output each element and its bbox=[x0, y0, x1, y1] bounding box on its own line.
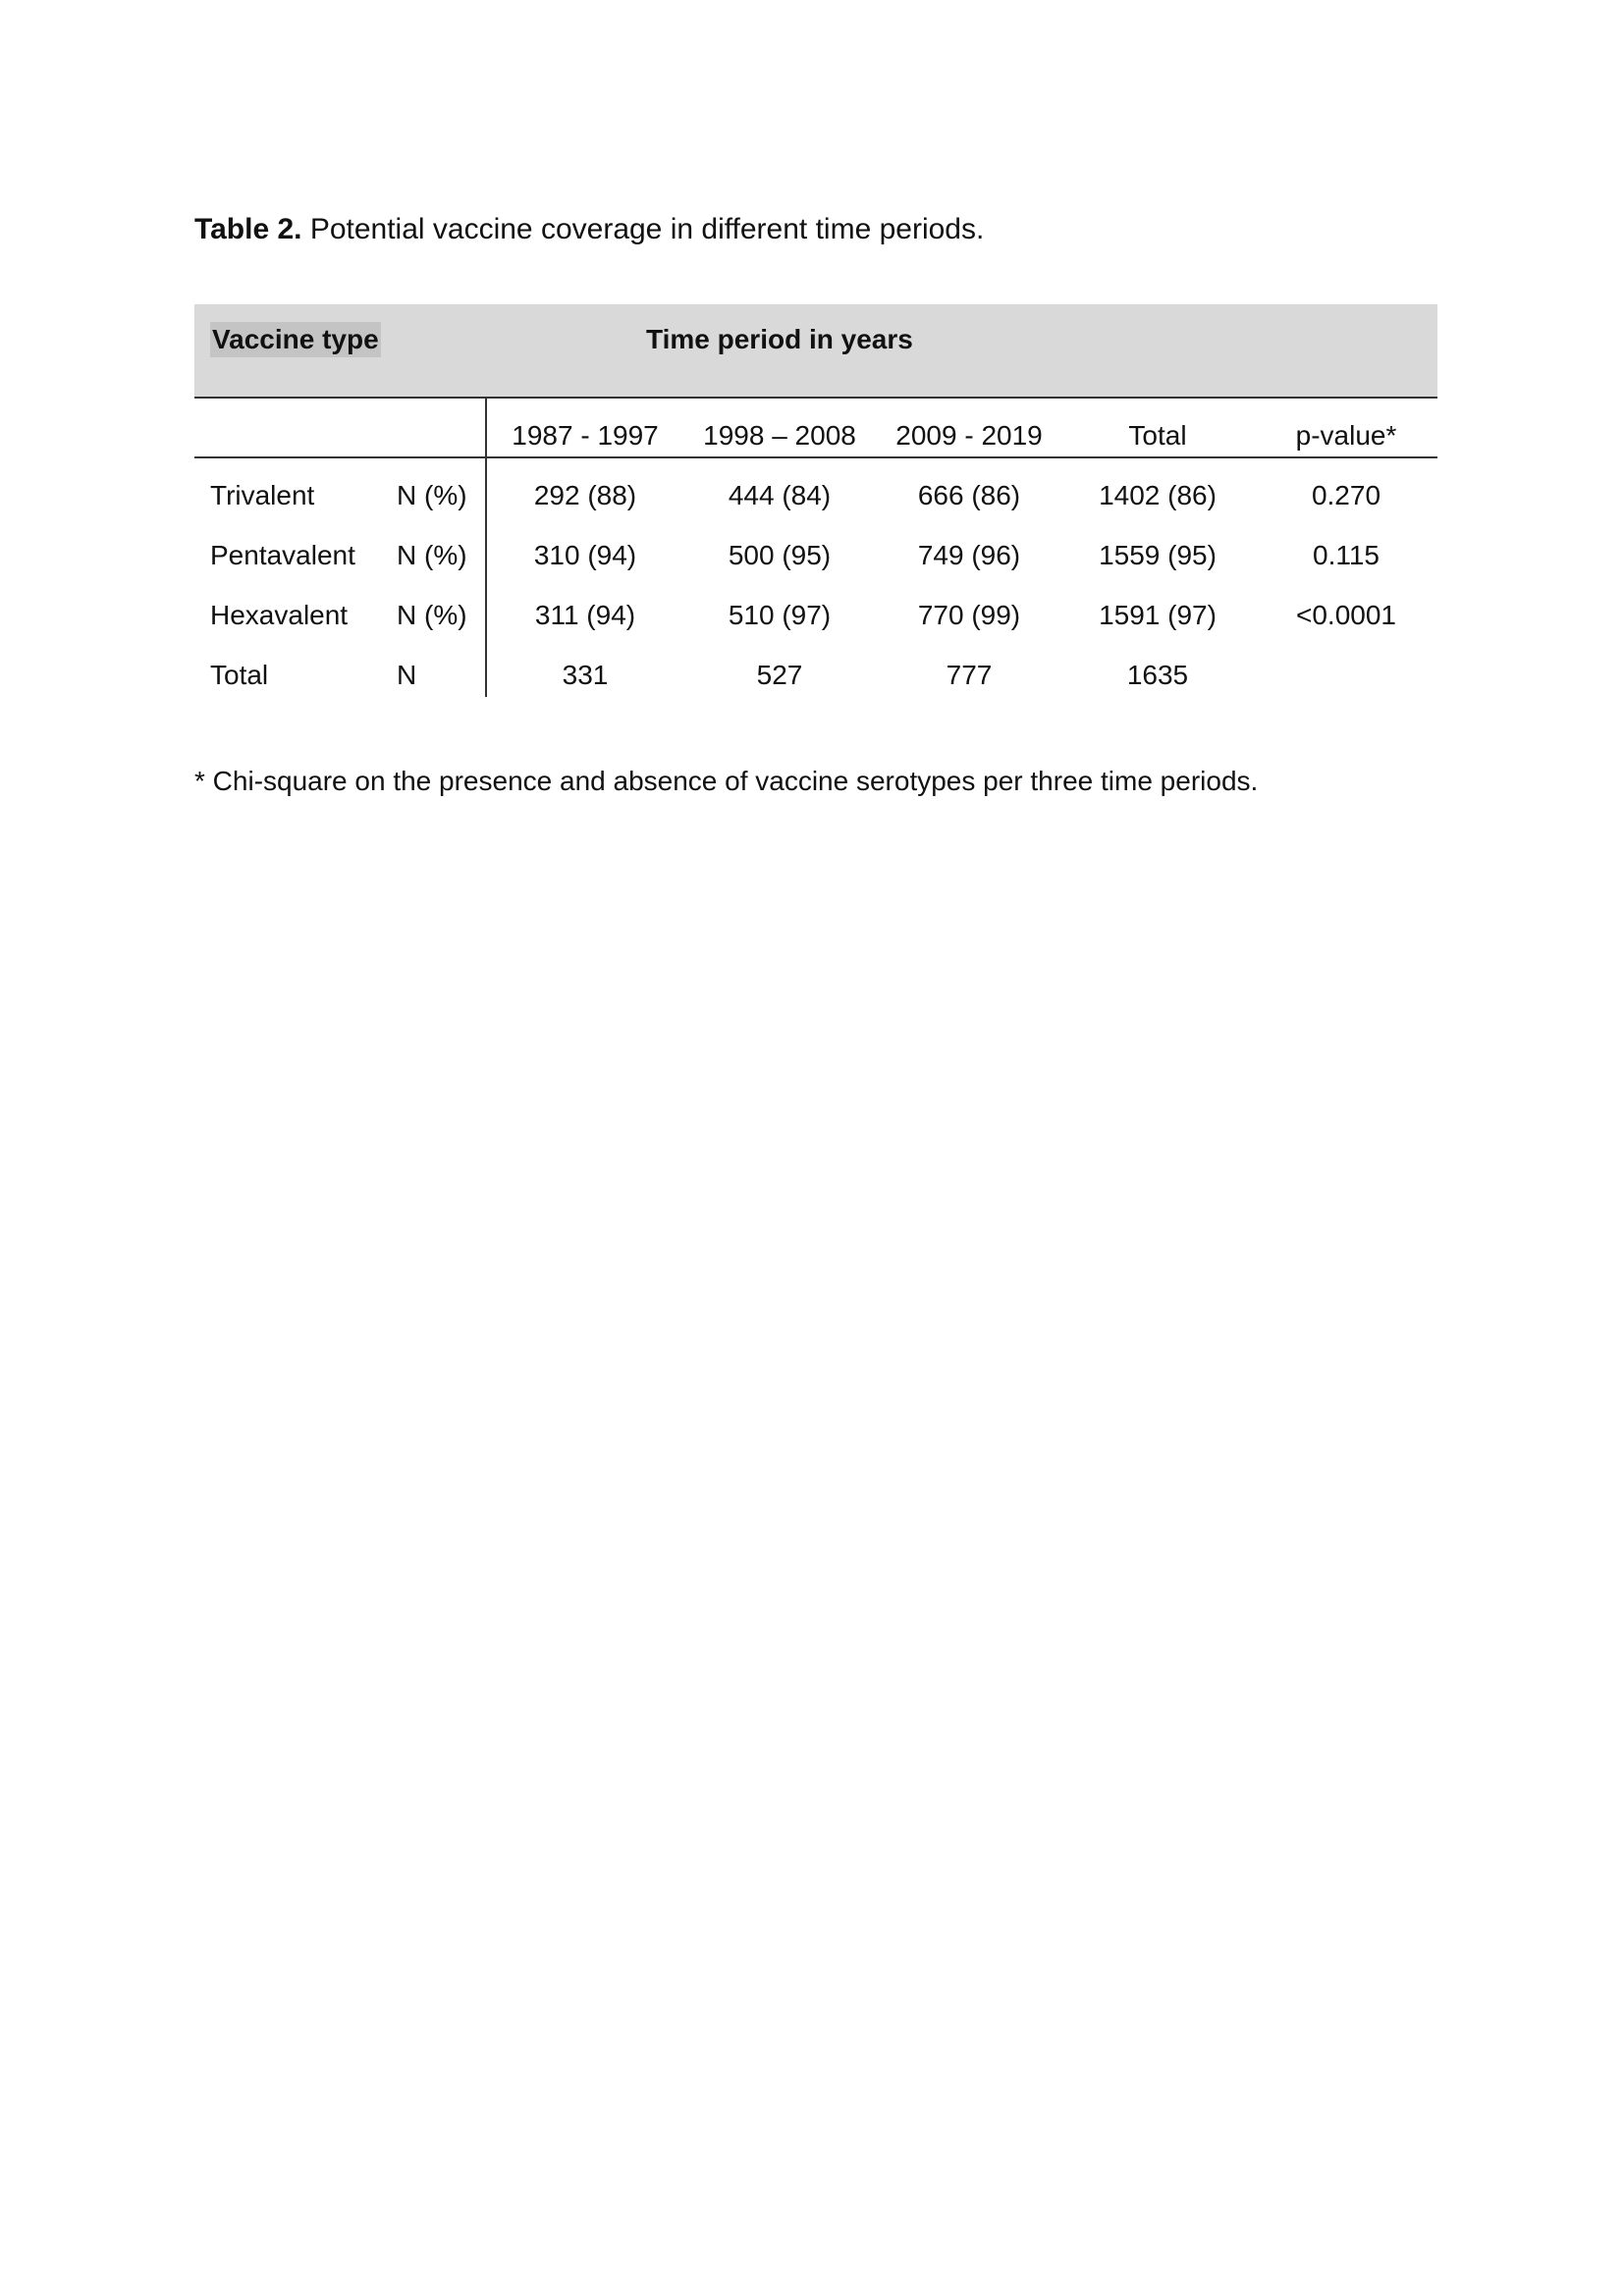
table-vertical-divider bbox=[485, 397, 487, 697]
table-cell: 749 (96) bbox=[917, 540, 1021, 570]
header-vaccine-type: Vaccine type bbox=[210, 322, 381, 357]
table-cell: <0.0001 bbox=[1296, 600, 1396, 630]
column-header-1987-1997: 1987 - 1997 bbox=[512, 420, 659, 451]
column-header-p-value: p-value* bbox=[1295, 420, 1397, 451]
table-cell: 0.115 bbox=[1313, 540, 1380, 570]
column-header-1998-2008: 1998 – 2008 bbox=[703, 420, 856, 451]
table-cell: 666 (86) bbox=[917, 480, 1021, 510]
table-cell: 331 bbox=[562, 660, 609, 690]
row-total-name: Total bbox=[210, 660, 269, 690]
table-cell: 311 (94) bbox=[534, 600, 636, 630]
header-time-period: Time period in years bbox=[646, 324, 913, 354]
row-total-unit: N bbox=[397, 660, 417, 690]
table-cell: 527 bbox=[756, 660, 803, 690]
table-cell: 770 (99) bbox=[917, 600, 1021, 630]
column-header-2009-2019: 2009 - 2019 bbox=[895, 420, 1043, 451]
column-header-total: Total bbox=[1128, 420, 1187, 451]
table-cell: 1559 (95) bbox=[1099, 540, 1217, 570]
table-cell: 500 (95) bbox=[728, 540, 832, 570]
table-cell: 777 bbox=[946, 660, 993, 690]
table-cell: 1635 bbox=[1126, 660, 1189, 690]
table-cell: 310 (94) bbox=[533, 540, 637, 570]
table-subheader-divider bbox=[194, 456, 1437, 458]
row-hexavalent-name: Hexavalent bbox=[210, 600, 349, 630]
row-pentavalent-name: Pentavalent bbox=[210, 540, 355, 570]
table-cell: 292 (88) bbox=[533, 480, 637, 510]
table-cell: 1402 (86) bbox=[1099, 480, 1217, 510]
table-cell: 0.270 bbox=[1311, 480, 1381, 510]
table-cell: 444 (84) bbox=[728, 480, 832, 510]
table-caption-text: Potential vaccine coverage in different time periods. bbox=[301, 213, 985, 245]
row-hexavalent-unit: N (%) bbox=[397, 600, 467, 630]
vaccine-coverage-table bbox=[194, 304, 1437, 697]
table-caption-label: Table 2. bbox=[194, 213, 302, 245]
row-trivalent-unit: N (%) bbox=[397, 480, 467, 510]
row-pentavalent-unit: N (%) bbox=[397, 540, 467, 570]
table-cell: 510 (97) bbox=[728, 600, 832, 630]
row-trivalent-name: Trivalent bbox=[210, 480, 315, 510]
table-header-band bbox=[194, 304, 1437, 399]
table-footnote: * Chi-square on the presence and absence of vaccine serotypes per three time periods. bbox=[194, 766, 1259, 796]
table-caption bbox=[194, 210, 984, 249]
table-cell: 1591 (97) bbox=[1099, 600, 1217, 630]
